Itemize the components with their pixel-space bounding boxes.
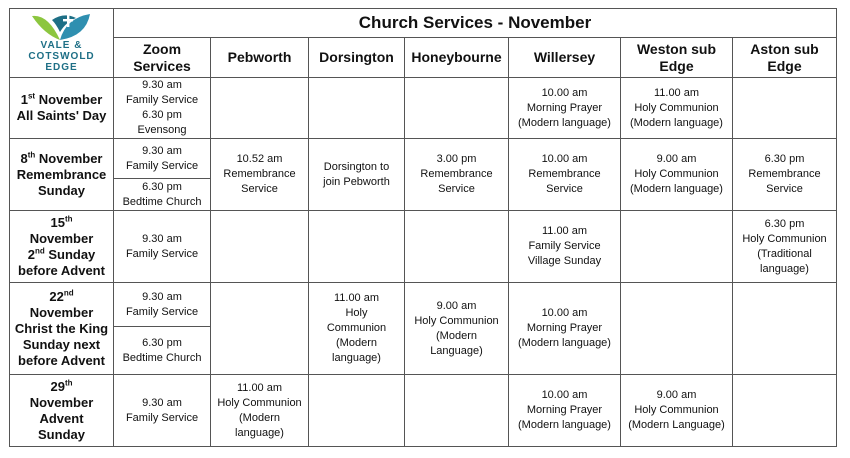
text-line: Communion — [326, 322, 387, 334]
text-line: Family Service — [125, 411, 199, 424]
date-text: before Advent — [18, 352, 105, 368]
text-line: Remembrance — [748, 168, 821, 180]
date-text: 15 — [50, 214, 65, 230]
ordinal-suffix: th — [64, 214, 73, 224]
zoom-service-cell — [114, 78, 211, 139]
text-line: Morning Prayer — [526, 404, 603, 416]
column-header — [309, 38, 405, 78]
text-line: Pebworth — [227, 49, 292, 65]
date-text: Sunday — [44, 246, 96, 262]
text-line: (Modern Language) — [628, 419, 725, 431]
service-cell — [733, 211, 837, 283]
zoom-service-cell — [114, 179, 211, 211]
service-cell — [405, 78, 509, 139]
text-line: 9.30 am — [142, 290, 182, 303]
service-cell — [211, 283, 309, 375]
zoom-service-cell — [114, 283, 211, 327]
text-line: (Modern language) — [630, 116, 723, 129]
service-cell — [509, 139, 621, 211]
date-text: Christ the King — [14, 320, 109, 336]
text-line: Remembrance — [223, 168, 296, 180]
text-line: Holy Communion — [217, 396, 302, 409]
text-line: 6.30 pm — [764, 217, 805, 230]
service-cell — [621, 283, 733, 375]
text-line: Service — [546, 183, 583, 195]
ordinal-suffix: th — [64, 378, 73, 388]
date-text: 22 — [49, 288, 64, 304]
service-cell — [733, 78, 837, 139]
service-cell — [733, 375, 837, 447]
date-text: All Saints' Day — [16, 108, 107, 123]
service-cell — [405, 139, 509, 211]
date-cell — [10, 211, 114, 283]
text-line: Dorsington to — [323, 160, 390, 173]
date-line — [12, 151, 111, 167]
column-header — [211, 38, 309, 78]
date-cell — [10, 375, 114, 447]
text-line: Services — [133, 57, 191, 74]
service-cell — [509, 283, 621, 375]
text-line: language) — [332, 352, 381, 364]
service-cell — [309, 211, 405, 283]
text-line: Family Service — [125, 247, 199, 260]
text-line: Family Service — [125, 305, 199, 318]
date-line — [12, 167, 111, 183]
date-cell — [10, 78, 114, 139]
date-line — [12, 215, 111, 231]
date-line — [12, 379, 111, 395]
column-header — [114, 38, 211, 78]
date-line — [12, 411, 111, 427]
date-line — [12, 305, 111, 321]
service-cell — [621, 375, 733, 447]
text-line: (Modern language) — [518, 116, 611, 129]
text-line: 9.00 am — [656, 153, 697, 165]
text-line: Bedtime Church — [122, 351, 202, 364]
text-line: Dorsington — [319, 49, 394, 65]
text-line: Edge — [659, 57, 694, 74]
text-line: 9.30 am — [142, 79, 182, 91]
logo-cell — [10, 9, 114, 78]
text-line: Bedtime Church — [122, 195, 202, 208]
date-text: November — [29, 304, 94, 320]
text-line: 11.00 am — [236, 381, 283, 394]
text-line: Holy Communion — [414, 314, 499, 327]
date-text: November — [29, 394, 94, 410]
brand-logo — [10, 10, 113, 76]
text-line: 6.30 pm — [142, 109, 182, 121]
date-line — [12, 395, 111, 411]
zoom-service-cell — [114, 375, 211, 447]
ordinal-suffix: nd — [63, 288, 74, 298]
service-cell — [405, 375, 509, 447]
date-line — [12, 108, 111, 124]
text-line: Edge — [767, 57, 802, 74]
date-cell — [10, 283, 114, 375]
date-line — [12, 337, 111, 353]
date-line — [12, 353, 111, 369]
text-line: 9.00 am — [436, 299, 477, 312]
text-line: Language) — [430, 344, 483, 357]
service-cell — [309, 78, 405, 139]
text-line: 6.30 pm — [142, 336, 182, 349]
text-line: 10.00 am — [541, 86, 588, 99]
date-text: 8 — [20, 150, 28, 166]
text-line: Holy Communion — [634, 101, 719, 114]
zoom-service-cell — [114, 211, 211, 283]
service-cell — [733, 283, 837, 375]
text-line: Morning Prayer — [526, 101, 603, 114]
text-line: Service — [241, 183, 278, 195]
date-line — [12, 247, 111, 263]
table-row — [10, 375, 837, 447]
brand-name-line: COTSWOLD — [28, 51, 95, 62]
text-line: 9.30 am — [142, 144, 182, 157]
column-header — [509, 38, 621, 78]
column-header — [733, 38, 837, 78]
text-line: Family Service — [125, 94, 199, 106]
text-line: Willersey — [533, 49, 596, 65]
services-schedule — [9, 8, 837, 447]
date-text: November — [29, 230, 94, 246]
service-cell — [309, 283, 405, 375]
brand-name-line: EDGE — [45, 62, 78, 73]
text-line: Service — [438, 183, 475, 195]
brand-name — [10, 40, 113, 73]
service-cell — [405, 283, 509, 375]
ordinal-suffix: st — [27, 91, 36, 101]
date-text: 1 — [20, 92, 28, 107]
text-line: 3.00 pm — [436, 153, 477, 165]
service-cell — [211, 211, 309, 283]
text-line: Remembrance — [528, 168, 601, 180]
date-text: Advent — [39, 410, 84, 426]
text-line: 9.00 am — [656, 389, 697, 401]
date-line — [12, 289, 111, 305]
service-cell — [621, 139, 733, 211]
text-line: 6.30 pm — [142, 180, 182, 193]
text-line: Holy — [345, 307, 368, 319]
service-cell — [621, 78, 733, 139]
text-line: (Modern — [336, 337, 377, 349]
text-line: 11.00 am — [541, 225, 588, 237]
text-line: Evensong — [137, 124, 187, 136]
text-line: Family Service — [125, 159, 199, 172]
text-line: language) — [235, 426, 284, 439]
schedule-title: Church Services - November — [114, 9, 837, 38]
date-text: Sunday next — [22, 336, 101, 352]
service-cell — [211, 78, 309, 139]
table-row — [10, 139, 837, 179]
text-line: Holy Communion — [742, 232, 827, 245]
text-line: Holy Communion — [634, 168, 719, 180]
date-text: Sunday — [38, 426, 85, 442]
text-line: Service — [766, 183, 803, 195]
text-line: (Modern language) — [518, 419, 611, 431]
date-text: 29 — [50, 378, 65, 394]
service-cell — [509, 375, 621, 447]
date-line — [12, 92, 111, 108]
date-line — [12, 263, 111, 279]
text-line: (Modern — [239, 411, 280, 424]
service-cell — [621, 211, 733, 283]
date-line — [12, 427, 111, 443]
text-line: Zoom — [142, 40, 182, 57]
text-line: Family Service — [528, 240, 601, 252]
text-line: join Pebworth — [323, 175, 390, 188]
text-line: 11.00 am — [333, 292, 380, 304]
table-row — [10, 283, 837, 327]
date-text: Sunday — [38, 182, 85, 198]
service-cell — [405, 211, 509, 283]
text-line: 6.30 pm — [764, 153, 805, 165]
text-line: Honeybourne — [411, 49, 502, 65]
service-cell — [733, 139, 837, 211]
text-line: Holy Communion — [634, 404, 719, 416]
text-line: 9.30 am — [142, 396, 182, 409]
services-table — [9, 8, 837, 447]
text-line: Village Sunday — [527, 255, 602, 267]
text-line: (Traditional — [757, 247, 812, 260]
text-line: language) — [760, 262, 809, 275]
zoom-service-cell — [114, 139, 211, 179]
date-cell — [10, 139, 114, 211]
column-header — [621, 38, 733, 78]
date-line — [12, 183, 111, 199]
service-cell — [211, 139, 309, 211]
text-line: 10.52 am — [236, 153, 283, 165]
column-header — [405, 38, 509, 78]
text-line: (Modern language) — [518, 337, 611, 349]
text-line: Aston sub — [750, 40, 819, 57]
date-line — [12, 321, 111, 337]
ordinal-suffix: th — [27, 150, 36, 160]
service-cell — [211, 375, 309, 447]
table-row — [10, 78, 837, 139]
service-cell — [309, 375, 405, 447]
brand-name-line: VALE & — [40, 40, 83, 51]
service-cell — [309, 139, 405, 211]
ordinal-suffix: nd — [34, 246, 45, 256]
zoom-service-cell — [114, 327, 211, 375]
date-text: Remembrance — [16, 166, 107, 182]
date-text: November — [35, 150, 103, 166]
date-text: before Advent — [18, 262, 105, 278]
date-line — [12, 231, 111, 247]
text-line: 10.00 am — [541, 389, 588, 401]
text-line: Weston sub — [636, 40, 717, 57]
service-cell — [509, 211, 621, 283]
table-row — [10, 211, 837, 283]
text-line: (Modern — [436, 329, 477, 342]
text-line: 10.00 am — [541, 153, 588, 165]
text-line: Remembrance — [420, 168, 493, 180]
text-line: 11.00 am — [653, 86, 700, 99]
text-line: 9.30 am — [142, 232, 182, 245]
text-line: 10.00 am — [541, 307, 588, 319]
date-text: November — [35, 92, 103, 107]
service-cell — [509, 78, 621, 139]
date-text: 2 — [27, 246, 35, 262]
text-line: Morning Prayer — [526, 322, 603, 334]
text-line: (Modern language) — [630, 183, 723, 195]
